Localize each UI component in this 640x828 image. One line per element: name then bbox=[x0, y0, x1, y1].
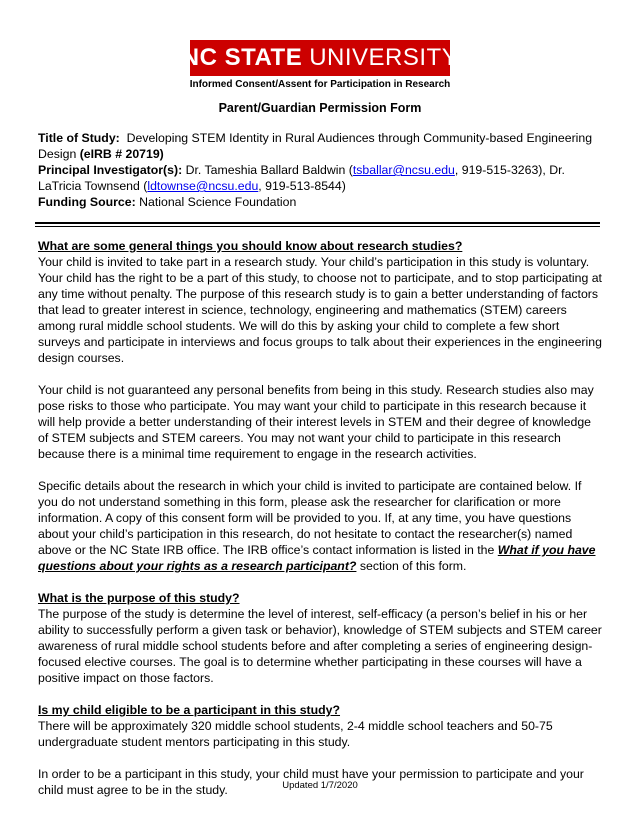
general-paragraph-2: Your child is not guaranteed any personal benefits from being in this study. Research studies also may pose risks to those who participate. You may want your child to participate in this research because it will help provide a better understanding of their interest levels in STEM and their degree of knowledge of STEM subjects and STEM careers. You may not want your child to participate in this research because there is a minimal time requirement to engage in the research activities. bbox=[38, 383, 594, 461]
pi2-email-link[interactable]: ldtownse@ncsu.edu bbox=[147, 179, 259, 193]
eligible-heading: Is my child eligible to be a participant in this study? bbox=[38, 703, 341, 717]
pi1-name: Dr. Tameshia Ballard Baldwin ( bbox=[185, 163, 353, 177]
general-p3-start: Specific details about the research in which your child is invited to participate are contained below. If you do not understand something in this form, please ask the researcher for clarification or more information. A copy of this consent form will be provided to you. If, at any time, you have questions about your child’s participation in this research, do not hesitate to contact the researcher(s) named above or the NC State IRB office. The IRB office’s contact information is listed in the bbox=[38, 479, 582, 557]
study-title-line bbox=[38, 130, 604, 162]
study-info bbox=[38, 130, 604, 210]
title-label: Title of Study: bbox=[38, 131, 120, 145]
consent-subheader: Informed Consent/Assent for Participation in Research bbox=[189, 79, 451, 90]
form-title: Parent/Guardian Permission Form bbox=[218, 101, 422, 115]
pi1-phone: , 919-515-3263), Dr. LaTricia Townsend ( bbox=[38, 163, 565, 193]
pi2-phone: , 919-513-8544) bbox=[258, 179, 346, 193]
logo-light: UNIVERSITY bbox=[309, 44, 459, 71]
general-p3-end: section of this form. bbox=[356, 559, 467, 573]
eligible-paragraph-1: There will be approximately 320 middle school students, 2-4 middle school teachers and 50-75 undergraduate student mentors participating in this study. bbox=[38, 719, 553, 749]
general-heading: What are some general things you should know about research studies? bbox=[38, 239, 463, 253]
rights-section-reference: What if you have questions about your rights as a research participant? bbox=[38, 543, 596, 573]
funding-text: National Science Foundation bbox=[139, 195, 297, 209]
general-paragraph-1: Your child is invited to take part in a research study. Your child’s participation in this study is voluntary. Your child has the right to be a part of this study, to choose not to participate, and to stop participating at any time without penalty. The purpose of this research study is to gain a better understanding of factors that lead to greater interest in science, technology, engineering and mathematics (STEM) careers among rural middle school students. We will do this by asking your child to complete a few short surveys and participate in interviews and focus groups to talk about their experiences in the engineering design courses. bbox=[38, 255, 602, 365]
updated-date: Updated 1/7/2020 bbox=[282, 780, 358, 791]
purpose-heading: What is the purpose of this study? bbox=[38, 591, 240, 605]
pi-label: Principal Investigator(s): bbox=[38, 163, 183, 177]
general-paragraph-3 bbox=[38, 478, 604, 574]
double-divider bbox=[35, 222, 600, 229]
irb-number: (eIRB # 20719) bbox=[79, 147, 164, 161]
funding-line bbox=[38, 194, 604, 210]
pi1-email-link[interactable]: tsballar@ncsu.edu bbox=[352, 163, 455, 177]
funding-label: Funding Source: bbox=[38, 195, 136, 209]
nc-state-logo bbox=[181, 40, 459, 76]
pi-line bbox=[38, 162, 604, 194]
logo-bold: NC STATE bbox=[181, 44, 303, 71]
eligible-paragraph-2: In order to be a participant in this study, your child must have your permission to participate and your child must agree to be in the study. bbox=[38, 767, 584, 797]
purpose-paragraph: The purpose of the study is determine the level of interest, self-efficacy (a person’s belief in his or her ability to successfully perform a given task or behavior), knowledge of STEM subjects and STEM career awareness of rural middle school students before and after completing a series of engineering design-focused elective courses. The goal is to determine whether participating in these courses will have a positive impact on those factors. bbox=[38, 607, 602, 685]
title-text: Developing STEM Identity in Rural Audiences through Community-based Engineering Design bbox=[38, 131, 593, 161]
consent-body bbox=[38, 238, 604, 814]
